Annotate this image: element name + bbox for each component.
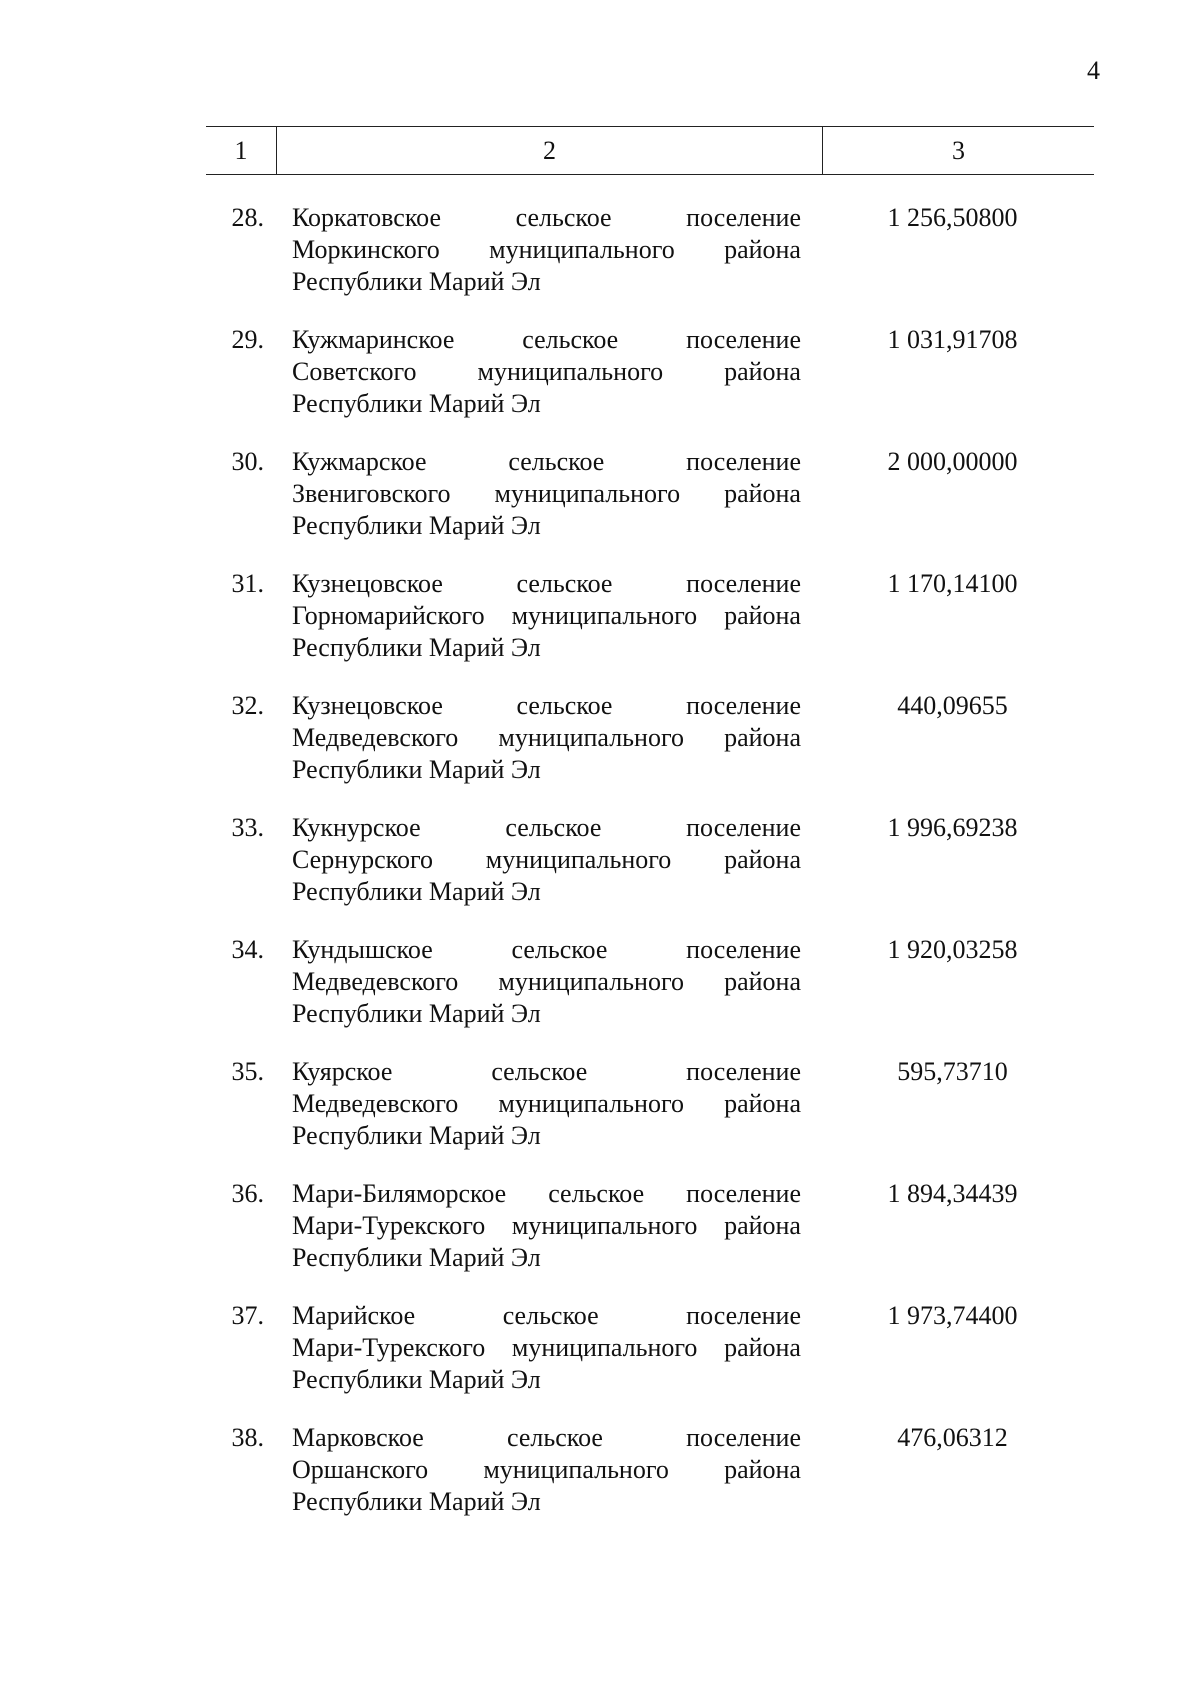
name-line: Республики Марий Эл	[292, 755, 541, 784]
name-word: сельское	[505, 813, 602, 842]
amount-value: 440,09655	[897, 691, 1008, 720]
name-line: Республики Марий Эл	[292, 1487, 541, 1516]
name-word: поселение	[686, 325, 801, 354]
name-line	[292, 722, 801, 754]
row-number: 32.	[231, 691, 264, 720]
name-line: Республики Марий Эл	[292, 1121, 541, 1150]
name-word: Кузнецовское	[292, 691, 443, 720]
name-line: Республики Марий Эл	[292, 389, 541, 418]
name-line	[292, 1422, 801, 1454]
name-word: муниципального	[485, 845, 672, 874]
name-word: Марковское	[292, 1423, 424, 1452]
amount-value: 1 894,34439	[887, 1179, 1018, 1208]
amount-value: 2 000,00000	[887, 447, 1018, 476]
settlement-name	[276, 1300, 801, 1422]
name-line	[292, 1210, 801, 1242]
settlement-name	[276, 690, 801, 812]
name-line: Республики Марий Эл	[292, 999, 541, 1028]
name-line: Республики Марий Эл	[292, 1243, 541, 1272]
name-word: Медведевского	[292, 723, 459, 752]
name-line	[292, 202, 801, 234]
name-word: муниципального	[498, 967, 684, 996]
name-line	[292, 600, 801, 632]
name-word: Звениговского	[292, 479, 451, 508]
name-line	[292, 1332, 801, 1364]
settlement-name	[276, 812, 801, 934]
row-number: 34.	[231, 935, 264, 964]
name-word: муниципального	[483, 1455, 669, 1484]
name-line	[292, 934, 801, 966]
amount-value: 1 973,74400	[887, 1301, 1018, 1330]
name-word: муниципального	[511, 1333, 698, 1362]
name-line: Республики Марий Эл	[292, 877, 541, 906]
name-word: района	[724, 601, 801, 630]
name-line	[292, 1300, 801, 1332]
header-col-1: 1	[234, 135, 248, 165]
name-word: сельское	[515, 203, 612, 232]
name-word: Марийское	[292, 1301, 416, 1330]
table-row	[206, 934, 1094, 1056]
name-word: Кужмарское	[292, 447, 427, 476]
table-row	[206, 1056, 1094, 1178]
name-word: муниципального	[511, 601, 698, 630]
name-word: района	[724, 1089, 801, 1118]
amount-value: 1 996,69238	[887, 813, 1018, 842]
name-line: Республики Марий Эл	[292, 511, 541, 540]
name-word: поселение	[686, 1057, 801, 1086]
name-word: поселение	[686, 691, 801, 720]
name-word: сельское	[548, 1179, 645, 1208]
amount-value: 595,73710	[897, 1057, 1008, 1086]
name-line	[292, 1088, 801, 1120]
name-line	[292, 966, 801, 998]
name-word: Мари-Турекского	[292, 1333, 486, 1362]
name-word: района	[724, 1211, 801, 1240]
row-number: 30.	[231, 447, 264, 476]
name-word: района	[724, 235, 801, 264]
table-row	[206, 202, 1094, 324]
name-word: поселение	[686, 1179, 801, 1208]
name-line	[292, 1178, 801, 1210]
settlement-name	[276, 1422, 801, 1544]
name-word: поселение	[686, 1423, 801, 1452]
name-word: района	[724, 1333, 801, 1362]
name-word: муниципального	[511, 1211, 698, 1240]
name-line	[292, 478, 801, 510]
name-word: муниципального	[489, 235, 675, 264]
name-word: сельское	[516, 691, 613, 720]
name-word: сельское	[511, 935, 608, 964]
name-line	[292, 446, 801, 478]
amount-value: 1 031,91708	[887, 325, 1018, 354]
name-word: района	[724, 967, 801, 996]
table-row	[206, 324, 1094, 446]
table-header	[206, 126, 1094, 175]
row-number: 33.	[231, 813, 264, 842]
name-word: района	[724, 723, 801, 752]
name-word: Кужмаринское	[292, 325, 455, 354]
name-word: Медведевского	[292, 967, 459, 996]
table-row	[206, 690, 1094, 812]
name-word: Кузнецовское	[292, 569, 443, 598]
table-body	[206, 202, 1094, 1544]
settlement-name	[276, 934, 801, 1056]
amount-value: 1 256,50800	[887, 203, 1018, 232]
row-number: 28.	[231, 203, 264, 232]
settlement-name	[276, 1056, 801, 1178]
name-word: сельское	[522, 325, 619, 354]
name-word: Куярское	[292, 1057, 393, 1086]
name-word: муниципального	[494, 479, 681, 508]
amount-value: 1 920,03258	[887, 935, 1018, 964]
row-number: 38.	[231, 1423, 264, 1452]
name-word: муниципального	[477, 357, 664, 386]
name-word: Медведевского	[292, 1089, 459, 1118]
name-word: муниципального	[498, 1089, 684, 1118]
table-row	[206, 1178, 1094, 1300]
name-word: поселение	[686, 1301, 801, 1330]
header-col-3: 3	[952, 135, 965, 165]
name-word: района	[724, 845, 801, 874]
settlement-name	[276, 568, 801, 690]
name-word: поселение	[686, 447, 801, 476]
name-word: Мари-Турекского	[292, 1211, 486, 1240]
row-number: 36.	[231, 1179, 264, 1208]
row-number: 35.	[231, 1057, 264, 1086]
name-word: Кундышское	[292, 935, 433, 964]
name-line: Республики Марий Эл	[292, 633, 541, 662]
amount-value: 476,06312	[897, 1423, 1008, 1452]
name-word: поселение	[686, 935, 801, 964]
name-word: Моркинского	[292, 235, 440, 264]
name-word: муниципального	[498, 723, 684, 752]
name-line	[292, 844, 801, 876]
name-word: района	[724, 479, 801, 508]
name-word: сельское	[516, 569, 613, 598]
name-word: поселение	[686, 203, 801, 232]
name-line	[292, 568, 801, 600]
name-line	[292, 324, 801, 356]
name-line	[292, 356, 801, 388]
table-row	[206, 446, 1094, 568]
name-line	[292, 1056, 801, 1088]
name-line	[292, 234, 801, 266]
name-line: Республики Марий Эл	[292, 1365, 541, 1394]
name-line	[292, 1454, 801, 1486]
name-word: поселение	[686, 813, 801, 842]
name-line	[292, 812, 801, 844]
page-number: 4	[1087, 56, 1100, 85]
table-row	[206, 1422, 1094, 1544]
settlement-name	[276, 202, 801, 324]
table-row	[206, 568, 1094, 690]
name-word: Сернурского	[292, 845, 433, 874]
row-number: 31.	[231, 569, 264, 598]
header-col-2: 2	[276, 127, 823, 174]
name-word: сельское	[502, 1301, 599, 1330]
name-word: Коркатовское	[292, 203, 442, 232]
name-word: сельское	[508, 447, 605, 476]
name-line	[292, 690, 801, 722]
name-word: сельское	[491, 1057, 588, 1086]
name-word: Мари-Биляморское	[292, 1179, 507, 1208]
name-word: Горномарийского	[292, 601, 485, 630]
row-number: 29.	[231, 325, 264, 354]
table-row	[206, 1300, 1094, 1422]
row-number: 37.	[231, 1301, 264, 1330]
settlement-name	[276, 1178, 801, 1300]
name-word: Кукнурское	[292, 813, 421, 842]
amount-value: 1 170,14100	[887, 569, 1018, 598]
name-word: района	[724, 1455, 801, 1484]
table-row	[206, 812, 1094, 934]
name-word: сельское	[507, 1423, 603, 1452]
name-word: Оршанского	[292, 1455, 429, 1484]
name-line: Республики Марий Эл	[292, 267, 541, 296]
name-word: Советского	[292, 357, 417, 386]
name-word: района	[724, 357, 801, 386]
name-word: поселение	[686, 569, 801, 598]
settlement-name	[276, 324, 801, 446]
settlement-name	[276, 446, 801, 568]
